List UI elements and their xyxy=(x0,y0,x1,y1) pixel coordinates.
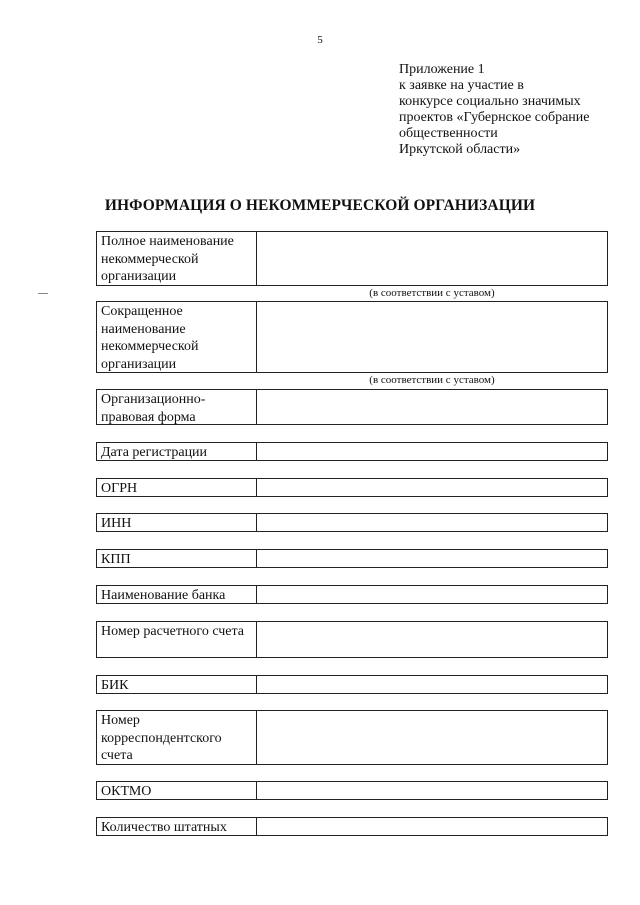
field-bik-row xyxy=(96,675,608,694)
field-oktmo-row xyxy=(96,781,608,800)
field-label-full-name: Полное наименование некоммерческой организации xyxy=(96,231,256,286)
field-settlement-account-row xyxy=(96,621,608,658)
appendix-line: к заявке на участие в xyxy=(399,78,524,93)
field-label-settlement-account: Номер расчетного счета xyxy=(96,621,256,658)
page-number: 5 xyxy=(317,34,323,46)
appendix-line: общественности xyxy=(399,126,498,141)
field-inn-row xyxy=(96,513,608,532)
field-label-legal-form: Организационно-правовая форма xyxy=(96,389,256,425)
field-input-short-name[interactable] xyxy=(256,301,608,373)
appendix-note xyxy=(399,62,629,158)
field-input-oktmo[interactable] xyxy=(256,781,608,800)
field-hint-full-name: (в соответствии с уставом) xyxy=(369,287,495,299)
field-input-bik[interactable] xyxy=(256,675,608,694)
margin-mark xyxy=(38,293,48,294)
appendix-line: конкурсе социально значимых xyxy=(399,94,581,109)
appendix-line: проектов «Губернское собрание xyxy=(399,110,590,125)
field-label-staff-count: Количество штатных xyxy=(96,817,256,836)
field-label-ogrn: ОГРН xyxy=(96,478,256,497)
field-input-registration-date[interactable] xyxy=(256,442,608,461)
field-short-name-row xyxy=(96,301,608,373)
appendix-line: Иркутской области» xyxy=(399,142,521,157)
field-label-oktmo: ОКТМО xyxy=(96,781,256,800)
field-label-bik: БИК xyxy=(96,675,256,694)
field-input-ogrn[interactable] xyxy=(256,478,608,497)
field-input-correspondent-account[interactable] xyxy=(256,710,608,765)
field-correspondent-account-row xyxy=(96,710,608,765)
field-hint-short-name: (в соответствии с уставом) xyxy=(369,374,495,386)
field-input-legal-form[interactable] xyxy=(256,389,608,425)
field-label-kpp: КПП xyxy=(96,549,256,568)
field-full-name-row xyxy=(96,231,608,286)
field-registration-date-row xyxy=(96,442,608,461)
field-bank-name-row xyxy=(96,585,608,604)
document-title: ИНФОРМАЦИЯ О НЕКОММЕРЧЕСКОЙ ОРГАНИЗАЦИИ xyxy=(104,197,536,214)
field-kpp-row xyxy=(96,549,608,568)
appendix-line: Приложение 1 xyxy=(399,62,485,77)
field-label-inn: ИНН xyxy=(96,513,256,532)
field-staff-count-row xyxy=(96,817,608,836)
field-legal-form-row xyxy=(96,389,608,425)
field-input-settlement-account[interactable] xyxy=(256,621,608,658)
field-input-staff-count[interactable] xyxy=(256,817,608,836)
field-input-bank-name[interactable] xyxy=(256,585,608,604)
field-input-inn[interactable] xyxy=(256,513,608,532)
field-label-short-name: Сокращенное наименование некоммерческой организации xyxy=(96,301,256,373)
field-input-kpp[interactable] xyxy=(256,549,608,568)
field-ogrn-row xyxy=(96,478,608,497)
field-input-full-name[interactable] xyxy=(256,231,608,286)
field-label-registration-date: Дата регистрации xyxy=(96,442,256,461)
field-label-correspondent-account: Номер корреспондентского счета xyxy=(96,710,256,765)
field-label-bank-name: Наименование банка xyxy=(96,585,256,604)
